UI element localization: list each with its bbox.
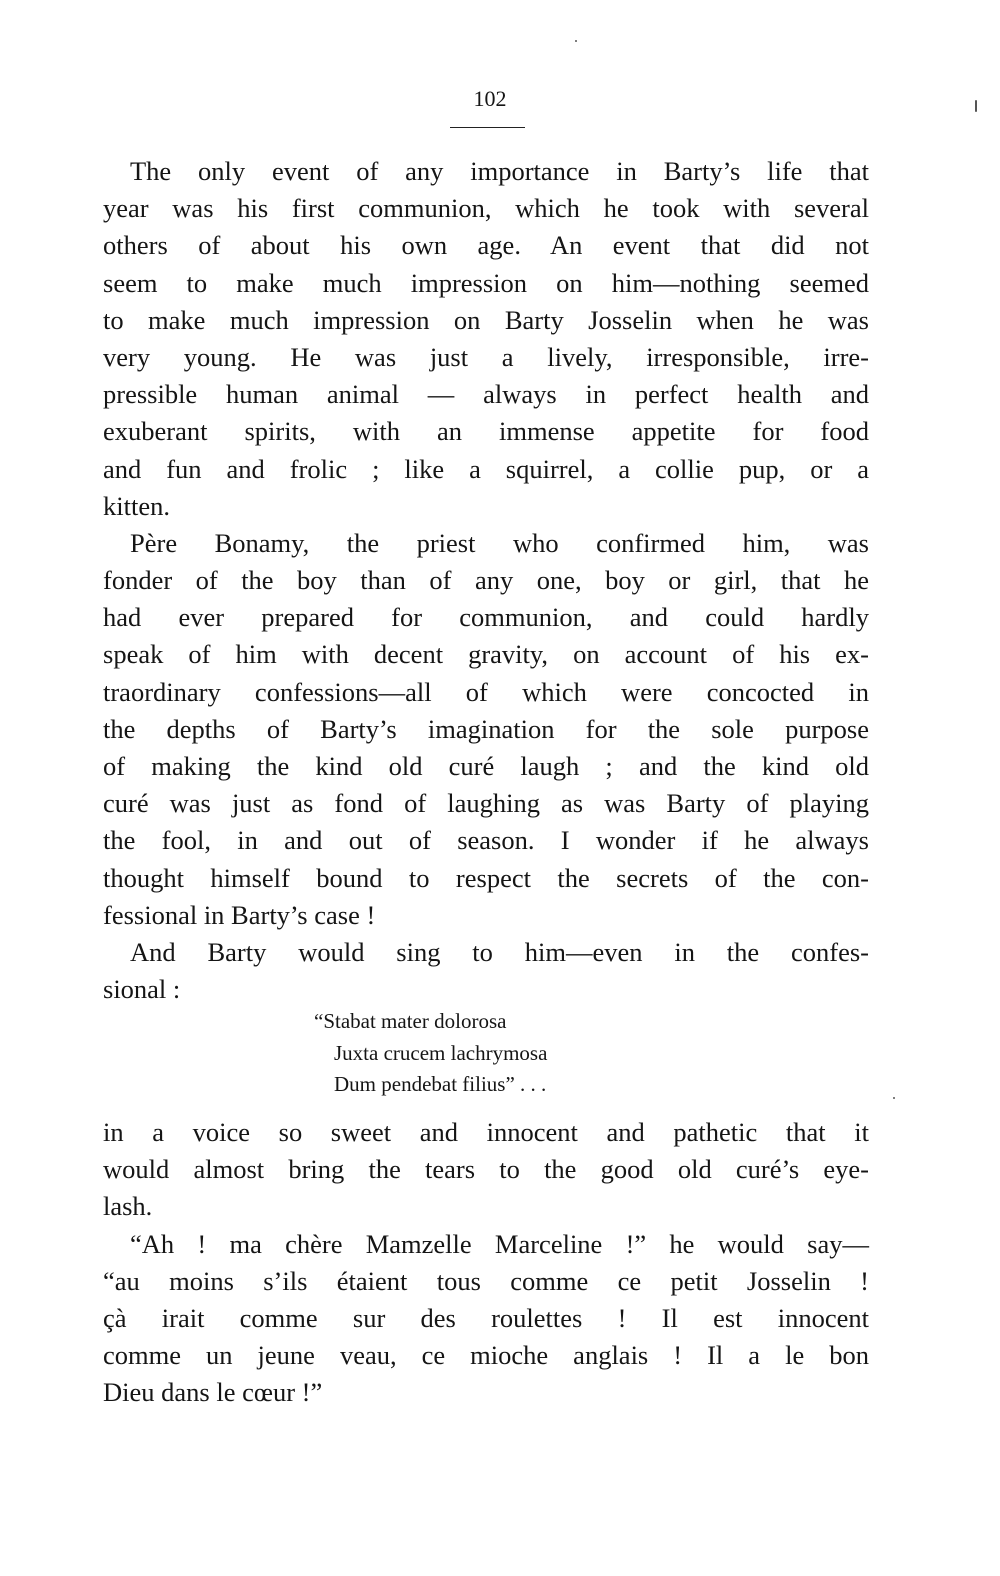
text-line: fessional in Barty’s case !	[103, 899, 376, 930]
scan-speck	[575, 40, 577, 42]
text-line: others of about his own age. An event that did not	[103, 230, 869, 261]
verse-line: Juxta crucem lachrymosa	[334, 1040, 548, 1065]
text-line: seem to make much impression on him—nothing seemed	[103, 267, 869, 298]
text-line: to make much impression on Barty Josselin when he was	[103, 304, 869, 335]
verse-quotation	[314, 1006, 547, 1101]
text-line: in a voice so sweet and innocent and pathetic that it	[103, 1117, 869, 1147]
text-line: had ever prepared for communion, and could hardly	[103, 602, 869, 633]
text-line: pressible human animal — always in perfect health and	[103, 379, 869, 410]
text-line: exuberant spirits, with an immense appetite for food	[103, 416, 869, 447]
text-line: of making the kind old curé laugh ; and the kind old	[103, 751, 869, 781]
text-line: “Ah ! ma chère Mamzelle Marceline !” he would say—	[130, 1228, 869, 1259]
text-line: curé was just as fond of laughing as was Barty of playing	[103, 788, 869, 819]
text-line: comme un jeune veau, ce mioche anglais ! Il a le bon	[103, 1340, 869, 1371]
text-line: fonder of the boy than of any one, boy or girl, that he	[103, 565, 869, 596]
text-line: the depths of Barty’s imagination for the sole purpose	[103, 713, 869, 744]
text-block-continuation	[103, 1114, 869, 1412]
text-line: And Barty would sing to him—even in the confes-	[130, 936, 869, 967]
verse-line: Dum pendebat filius” . . .	[334, 1072, 547, 1096]
text-line: çà irait comme sur des roulettes ! Il est innocent	[103, 1302, 869, 1333]
text-line: Père Bonamy, the priest who confirmed him, was	[130, 527, 869, 558]
verse-line: “Stabat mater dolorosa	[314, 1009, 507, 1033]
scan-speck	[893, 1097, 895, 1099]
text-line: The only event of any importance in Barty’s life that	[130, 156, 869, 186]
page-number: 102	[473, 86, 507, 111]
text-line: thought himself bound to respect the secrets of the con-	[103, 862, 869, 893]
text-line: lash.	[103, 1191, 153, 1222]
text-line: the fool, in and out of season. I wonder if he always	[103, 825, 869, 856]
text-line: would almost bring the tears to the good old curé’s eye-	[103, 1154, 869, 1185]
text-line: “au moins s’ils étaient tous comme ce petit Josselin !	[103, 1265, 869, 1296]
text-block-main	[103, 153, 869, 1008]
text-line: traordinary confessions—all of which were concocted in	[103, 676, 869, 707]
text-line: and fun and frolic ; like a squirrel, a collie pup, or a	[103, 453, 869, 484]
scan-mark	[975, 100, 977, 112]
text-line: kitten.	[103, 490, 170, 521]
text-line: Dieu dans le cœur !”	[103, 1377, 323, 1408]
text-line: very young. He was just a lively, irresponsible, irre-	[103, 341, 869, 372]
text-line: speak of him with decent gravity, on account of his ex-	[103, 639, 869, 670]
header-rule	[450, 127, 525, 128]
text-line: year was his first communion, which he took with several	[103, 193, 869, 224]
text-line: sional :	[103, 974, 181, 1005]
